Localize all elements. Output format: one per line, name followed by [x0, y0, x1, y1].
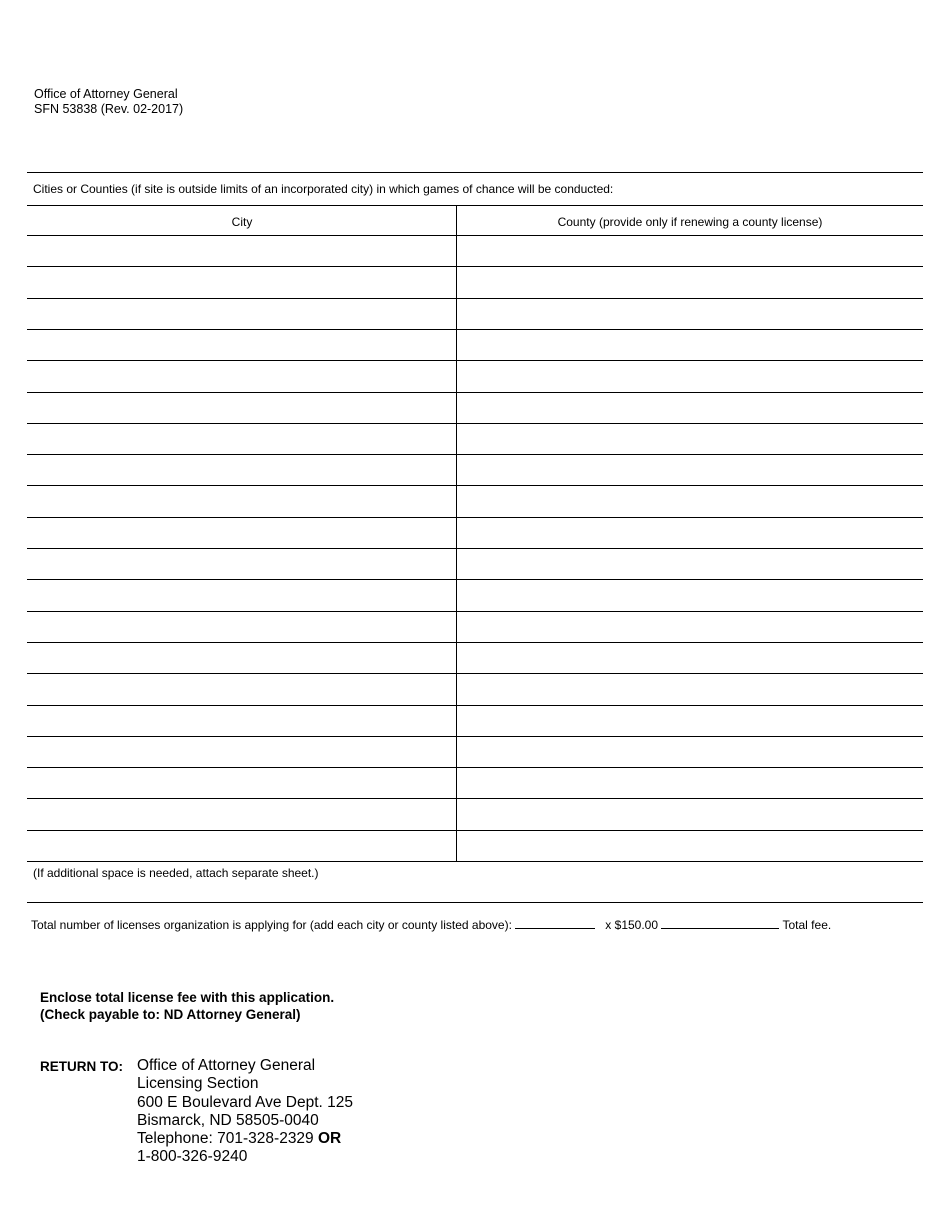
- table-row[interactable]: [27, 517, 923, 518]
- table-row[interactable]: [27, 485, 923, 486]
- column-header-city: City: [231, 215, 253, 229]
- telephone: Telephone: 701-328-2329: [137, 1130, 314, 1148]
- form-number: SFN 53838 (Rev. 02-2017): [34, 102, 184, 116]
- total-fee-label: Total fee.: [782, 918, 832, 932]
- enclose-instructions: [40, 989, 334, 1023]
- table-row[interactable]: [27, 673, 923, 674]
- fee-label: Total number of licenses organization is applying for (add each city or county listed above):: [31, 918, 512, 932]
- additional-space-note: (If additional space is needed, attach separate sheet.): [33, 866, 319, 880]
- table-row[interactable]: [27, 611, 923, 612]
- column-header-county: County (provide only if renewing a county license): [557, 215, 823, 229]
- address-line-4: Bismarck, ND 58505-0040: [137, 1111, 319, 1129]
- table-row[interactable]: [27, 235, 923, 236]
- table-row[interactable]: [27, 767, 923, 768]
- table-row[interactable]: [27, 705, 923, 706]
- table-row[interactable]: [27, 298, 923, 299]
- note-bottom-border: [27, 902, 923, 903]
- address-line-5: [137, 1130, 353, 1148]
- enclose-line-1: Enclose total license fee with this application.: [40, 990, 335, 1005]
- table-row[interactable]: [27, 266, 923, 267]
- enclose-line-2: (Check payable to: ND Attorney General): [40, 1007, 301, 1022]
- address-line-6: 1-800-326-9240: [137, 1148, 248, 1166]
- table-row[interactable]: [27, 423, 923, 424]
- table-row[interactable]: [27, 360, 923, 361]
- table-row[interactable]: [27, 798, 923, 799]
- table-row[interactable]: [27, 548, 923, 549]
- table-row[interactable]: [27, 579, 923, 580]
- table-row[interactable]: [27, 830, 923, 831]
- form-header: [34, 87, 183, 117]
- office-name: Office of Attorney General: [34, 87, 178, 101]
- license-count-field[interactable]: [515, 917, 595, 929]
- return-address: [137, 1057, 353, 1167]
- table-bottom-border: [27, 861, 923, 862]
- or-word: OR: [318, 1130, 342, 1148]
- address-line-3: 600 E Boulevard Ave Dept. 125: [137, 1093, 354, 1111]
- table-row[interactable]: [27, 454, 923, 455]
- address-line-2: Licensing Section: [137, 1075, 259, 1093]
- table-row[interactable]: [27, 642, 923, 643]
- table-row[interactable]: [27, 392, 923, 393]
- fee-line: [31, 917, 831, 932]
- table-row[interactable]: [27, 736, 923, 737]
- return-to-label: RETURN TO:: [40, 1059, 123, 1074]
- address-line-1: Office of Attorney General: [137, 1057, 316, 1074]
- column-divider: [456, 205, 457, 861]
- table-top-border: [27, 172, 923, 173]
- total-fee-field[interactable]: [661, 917, 779, 929]
- fee-amount: $150.00: [614, 918, 659, 932]
- multiplier: x: [605, 918, 612, 932]
- table-row[interactable]: [27, 329, 923, 330]
- header-top-border: [27, 205, 923, 206]
- table-intro: Cities or Counties (if site is outside limits of an incorporated city) in which games of chance will be conducted:: [33, 182, 614, 196]
